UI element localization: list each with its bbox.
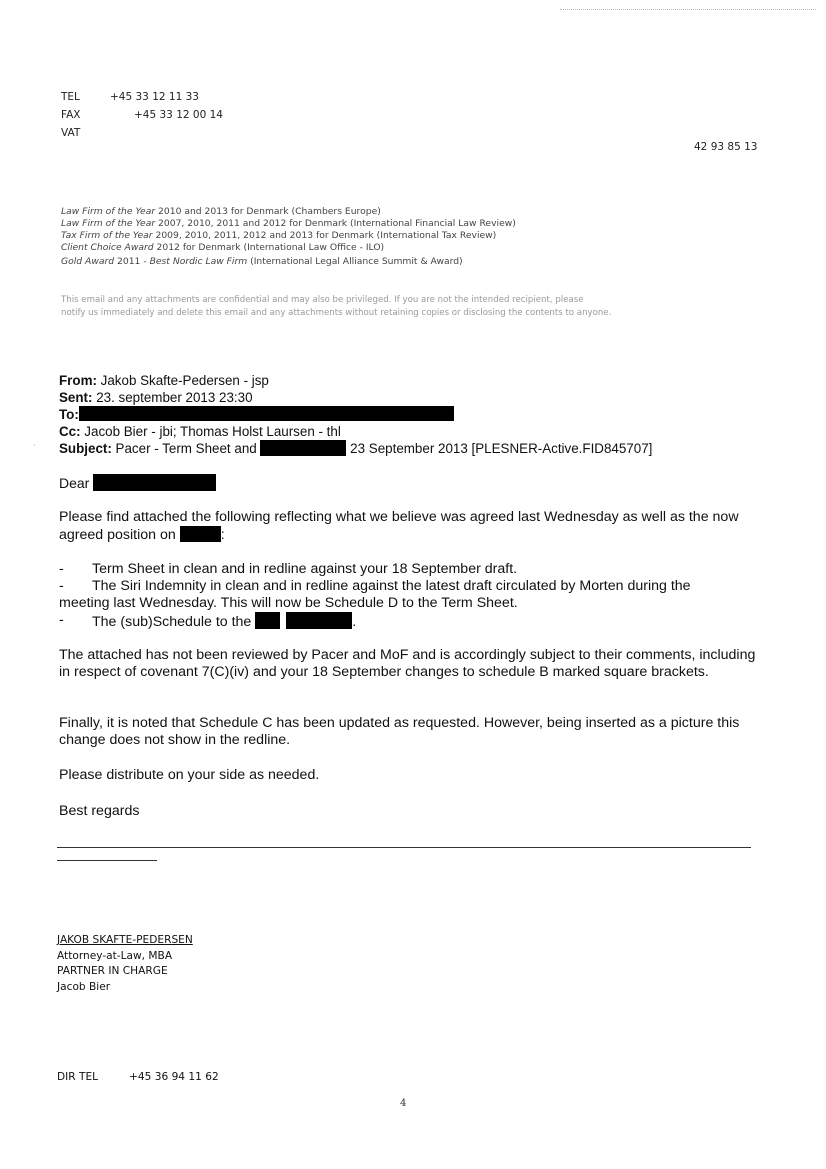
redaction-block	[255, 612, 280, 629]
bullet-dash: -	[59, 612, 64, 628]
redaction-block	[180, 526, 221, 542]
signature-name: JAKOB SKAFTE-PEDERSEN	[57, 934, 193, 946]
award-item	[61, 256, 516, 268]
award-title: Client Choice Award	[61, 242, 154, 253]
bullet-dash: -	[59, 561, 64, 577]
bullet-3	[92, 612, 356, 630]
from-label: From:	[59, 373, 97, 388]
bullet-text: The (sub)Schedule to the	[92, 614, 256, 630]
disclaimer-line: notify us immediately and delete this email and any attachments without retaining copies or disclosing the contents to anyone.	[61, 307, 612, 318]
cc-line	[59, 424, 652, 441]
fax-value: +45 33 12 00 14	[134, 109, 223, 121]
greeting: Dear	[59, 475, 94, 491]
from-value: Jakob Skafte-Pedersen - jsp	[96, 373, 269, 388]
subject-line	[59, 440, 652, 458]
award-item	[61, 206, 516, 218]
to-line	[59, 406, 652, 424]
award-text: 2007, 2010, 2011 and 2012 for Denmark (International Financial Law Review)	[155, 218, 516, 229]
cc-value: Jacob Bier - jbi; Thomas Holst Laursen - thl	[80, 423, 341, 439]
top-scan-line	[560, 9, 816, 10]
bullet-text: .	[352, 614, 357, 630]
award-item	[61, 230, 516, 242]
dir-tel-value: +45 36 94 11 62	[129, 1071, 219, 1083]
subject-value: 23 September 2013 [PLESNER-Active.FID845707]	[346, 441, 653, 456]
page-number: 4	[400, 1098, 407, 1109]
tel-value: +45 33 12 11 33	[110, 91, 199, 103]
award-title: Law Firm of the Year	[61, 206, 156, 217]
to-label: To:	[59, 407, 79, 422]
closing: Best regards	[59, 803, 140, 819]
redaction-block	[286, 612, 352, 629]
paragraph-text: :	[220, 527, 225, 543]
email-header	[59, 373, 652, 458]
tel-label: TEL	[61, 91, 80, 103]
redaction-block	[260, 440, 346, 456]
divider	[57, 847, 751, 848]
greeting-line	[59, 474, 216, 491]
paragraph-4: Please distribute on your side as needed.	[59, 767, 320, 783]
award-item	[61, 218, 516, 230]
bullet-1: Term Sheet in clean and in redline against your 18 September draft.	[92, 561, 518, 577]
fax-label: FAX	[61, 109, 81, 121]
award-title: Law Firm of the Year	[61, 218, 156, 229]
vat-value: 42 93 85 13	[694, 141, 758, 153]
redaction-block	[79, 406, 454, 421]
awards-list	[61, 206, 516, 268]
from-line	[59, 373, 652, 390]
bullet-2: The Siri Indemnity in clean and in redline against the latest draft circulated by Morten during the	[92, 578, 691, 594]
bullet-dash: -	[59, 578, 64, 594]
paragraph-1	[59, 509, 769, 544]
dir-tel-label: DIR TEL	[57, 1071, 99, 1083]
award-title: Best Nordic Law Firm	[149, 256, 248, 267]
sent-line	[59, 390, 652, 407]
bullet-2-cont: meeting last Wednesday. This will now be Schedule D to the Term Sheet.	[59, 595, 518, 611]
sent-label: Sent:	[59, 389, 93, 405]
award-text: (International Legal Alliance Summit & Award)	[247, 256, 463, 267]
award-item	[61, 242, 516, 254]
cc-label: Cc:	[59, 423, 81, 439]
divider	[57, 860, 157, 861]
subject-label: Subject:	[59, 441, 112, 456]
paragraph-3: Finally, it is noted that Schedule C has been updated as requested. However, being inserted as a picture this change does not show in the redline.	[59, 715, 740, 748]
award-text: 2011 -	[114, 256, 150, 267]
award-text: 2012 for Denmark (International Law Office - ILO)	[153, 242, 385, 253]
disclaimer	[61, 294, 611, 319]
subject-value: Pacer - Term Sheet and	[111, 441, 261, 456]
margin-mark: ·	[33, 441, 36, 450]
sent-value: 23. september 2013 23:30	[92, 389, 253, 405]
award-title: Gold Award	[61, 256, 115, 267]
signature-title: Attorney-at-Law, MBA	[57, 950, 173, 962]
award-text: 2009, 2010, 2011, 2012 and 2013 for Denmark (International Tax Review)	[152, 230, 497, 241]
award-text: 2010 and 2013 for Denmark (Chambers Europe)	[155, 206, 381, 217]
signature-role: PARTNER IN CHARGE	[57, 965, 168, 977]
paragraph-2: The attached has not been reviewed by Pacer and MoF and is accordingly subject to their comments, including in respect of covenant 7(C)(iv) and your 18 September changes to schedule B marked square brackets.	[59, 647, 756, 680]
award-title: Tax Firm of the Year	[61, 230, 153, 241]
redaction-block	[93, 474, 216, 491]
signature-assistant: Jacob Bier	[57, 981, 111, 993]
paragraph-text: Please find attached the following reflecting what we believe was agreed last Wednesday as well as the now agreed position on	[59, 509, 739, 543]
disclaimer-line: This email and any attachments are confidential and may also be privileged. If you are not the intended recipient, please	[61, 295, 584, 305]
vat-label: VAT	[61, 127, 81, 139]
